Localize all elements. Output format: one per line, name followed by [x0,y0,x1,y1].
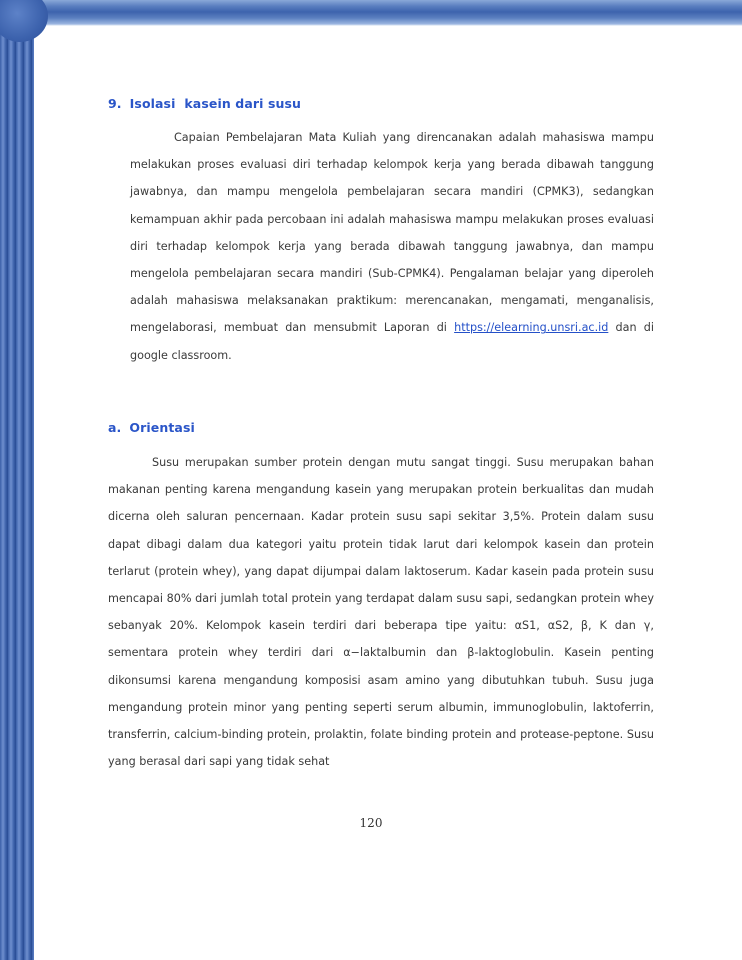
section-a-number: a. [108,420,122,435]
section-9-paragraph [130,124,654,369]
section-9-number: 9. [108,96,122,111]
section-a-title: Orientasi [129,420,195,435]
section-9-heading [108,96,301,111]
page-number: 120 [359,816,383,830]
section-9-text-end: dan di google classroom. [130,321,654,362]
orientasi-paragraph [108,449,654,775]
corner-ornament [0,0,48,42]
section-9-title: Isolasi kasein dari susu [129,96,302,111]
orientasi-text: Susu merupakan sumber protein dengan mutu sangat tinggi. Susu merupakan bahan makanan penting karena mengandung kasein yang merupakan protein berkualitas dan mudah dicerna oleh saluran pencernaan. Kadar protein susu sapi sekitar 3,5%. Protein dalam susu dapat dibagi dalam dua kategori yaitu protein tidak larut dari kelompok kasein dan protein terlarut (protein whey), yang dapat dijumpai dalam laktoserum. Kadar kasein pada protein susu mencapai 80% dari jumlah total protein yang terdapat dalam susu sapi, sedangkan protein whey sebanyak 20%. Kelompok kasein terdiri dari beberapa tipe yaitu: αS1, αS2, β, K dan γ, sementara protein whey terdiri dari α−laktalbumin dan β-laktoglobulin. Kasein penting dikonsumsi karena mengandung komposisi asam amino yang dibutuhkan tubuh. Susu juga mengandung protein minor yang penting seperti serum albumin, immunoglobulin, laktoferrin, transferrin, calcium-binding protein, prolaktin, folate binding protein and protease-peptone. Susu yang berasal dari sapi yang tidak sehat [108,456,654,769]
elearning-link[interactable]: https://elearning.unsri.ac.id [454,321,609,335]
section-a-heading [108,420,195,435]
top-border-decoration [36,0,742,26]
section-9-text: Capaian Pembelajaran Mata Kuliah yang direncanakan adalah mahasiswa mampu melakukan proses evaluasi diri terhadap kelompok kerja yang berada dibawah tanggung jawabnya, dan mampu mengelola pembelajaran secara mandiri (CPMK3), sedangkan kemampuan akhir pada percobaan ini adalah mahasiswa mampu melakukan proses evaluasi diri terhadap kelompok kerja yang berada dibawah tanggung jawabnya, dan mampu mengelola pembelajaran secara mandiri (Sub-CPMK4). Pengalaman belajar yang diperoleh adalah mahasiswa melaksanakan praktikum: merencanakan, mengamati, menganalisis, mengelaborasi, membuat dan mensubmit Laporan di [130,131,654,335]
